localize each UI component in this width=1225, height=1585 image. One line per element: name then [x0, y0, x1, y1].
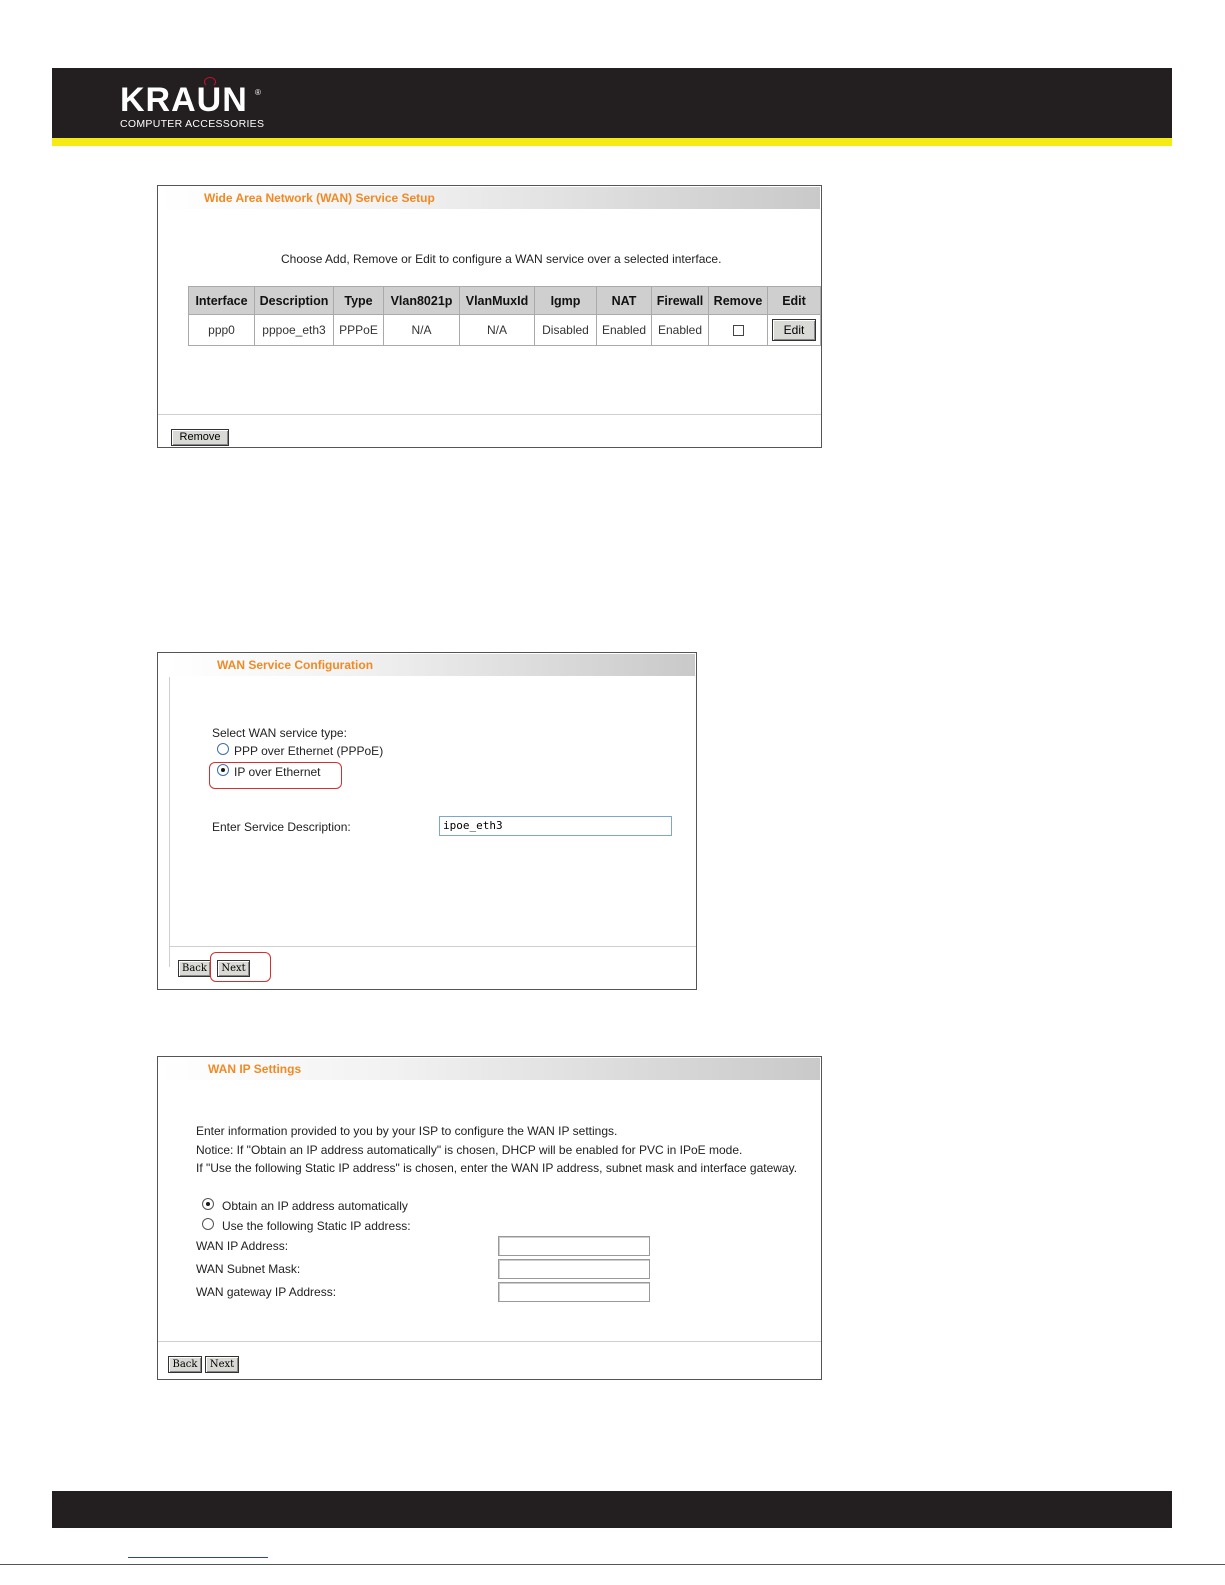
service-description-label: Enter Service Description:: [212, 820, 351, 834]
wan-subnet-mask-label: WAN Subnet Mask:: [196, 1262, 301, 1276]
wan-ip-settings-panel: [157, 1056, 822, 1380]
brand-tagline: COMPUTER ACCESSORIES: [120, 118, 265, 130]
col-description: Description: [255, 287, 334, 315]
col-interface: Interface: [189, 287, 255, 315]
wan-ip-settings-title: WAN IP Settings: [208, 1062, 302, 1076]
panel-inner-border: [169, 677, 170, 967]
logo-swirl-icon: [204, 77, 216, 87]
back-button[interactable]: Back: [178, 960, 211, 977]
radio-pppoe[interactable]: [217, 743, 229, 755]
col-vlan8021p: Vlan8021p: [384, 287, 460, 315]
option-pppoe-label: PPP over Ethernet (PPPoE): [234, 744, 384, 758]
cell-nat: Enabled: [597, 315, 652, 346]
highlight-ipoe: [209, 762, 342, 789]
panel-separator: [158, 414, 821, 415]
panel-title: [169, 654, 695, 676]
wan-service-config-panel: [157, 652, 697, 990]
option-ipoe-label: IP over Ethernet: [234, 765, 321, 779]
footer-rule: [0, 1564, 1225, 1565]
setup-instruction: Choose Add, Remove or Edit to configure a WAN service over a selected interface.: [281, 252, 722, 266]
cell-remove: [709, 315, 768, 346]
col-nat: NAT: [597, 287, 652, 315]
panel-title: [159, 187, 820, 209]
back-button[interactable]: Back: [168, 1356, 202, 1373]
wan-gateway-label: WAN gateway IP Address:: [196, 1285, 337, 1299]
option-obtain-auto-label: Obtain an IP address automatically: [222, 1199, 408, 1213]
ip-info-line-3: If "Use the following Static IP address" is chosen, enter the WAN IP address, subnet mask and interface gateway.: [196, 1161, 798, 1175]
col-firewall: Firewall: [652, 287, 709, 315]
next-button[interactable]: Next: [205, 1356, 239, 1373]
edit-button[interactable]: Edit: [772, 319, 816, 341]
wan-service-setup-title: Wide Area Network (WAN) Service Setup: [204, 191, 435, 205]
col-edit: Edit: [768, 287, 821, 315]
col-remove: Remove: [709, 287, 768, 315]
wan-subnet-mask-input[interactable]: [498, 1259, 650, 1279]
wan-services-table: [188, 286, 821, 346]
footer-link-underline: [128, 1557, 268, 1558]
table-header-row: [189, 287, 821, 315]
wan-ip-address-label: WAN IP Address:: [196, 1239, 289, 1253]
wan-gateway-input[interactable]: [498, 1282, 650, 1302]
cell-vlanmuxid: N/A: [460, 315, 535, 346]
wan-service-setup-panel: [157, 185, 822, 448]
brand-reg-mark: ®: [255, 88, 261, 97]
col-vlanmuxid: VlanMuxId: [460, 287, 535, 315]
col-type: Type: [334, 287, 384, 315]
radio-obtain-auto[interactable]: [202, 1198, 214, 1210]
cell-type: PPPoE: [334, 315, 384, 346]
cell-vlan8021p: N/A: [384, 315, 460, 346]
remove-checkbox[interactable]: [733, 325, 744, 336]
panel-separator: [170, 946, 696, 947]
option-static-ip-label: Use the following Static IP address:: [222, 1219, 411, 1233]
table-row: [189, 315, 821, 346]
panel-title: [159, 1058, 820, 1080]
remove-button[interactable]: Remove: [171, 429, 229, 446]
cell-interface: ppp0: [189, 315, 255, 346]
ip-info-line-1: Enter information provided to you by your ISP to configure the WAN IP settings.: [196, 1124, 618, 1138]
highlight-next: [210, 952, 271, 982]
cell-edit: [768, 315, 821, 346]
radio-static-ip[interactable]: [202, 1218, 214, 1230]
col-igmp: Igmp: [535, 287, 597, 315]
service-description-input[interactable]: ipoe_eth3: [439, 816, 672, 836]
panel-separator: [158, 1341, 821, 1342]
wan-service-config-title: WAN Service Configuration: [217, 658, 374, 672]
brand-name: KRAUN: [120, 81, 248, 119]
next-button[interactable]: Next: [217, 960, 250, 977]
ip-info-line-2: Notice: If "Obtain an IP address automatically" is chosen, DHCP will be enabled for PVC in IPoE mode.: [196, 1143, 743, 1157]
cell-firewall: Enabled: [652, 315, 709, 346]
footer-band: [52, 1491, 1172, 1528]
wan-ip-address-input[interactable]: [498, 1236, 650, 1256]
brand-logo: [120, 82, 264, 130]
cell-description: pppoe_eth3: [255, 315, 334, 346]
header-accent-stripe: [52, 138, 1172, 146]
cell-igmp: Disabled: [535, 315, 597, 346]
service-type-label: Select WAN service type:: [212, 726, 347, 740]
